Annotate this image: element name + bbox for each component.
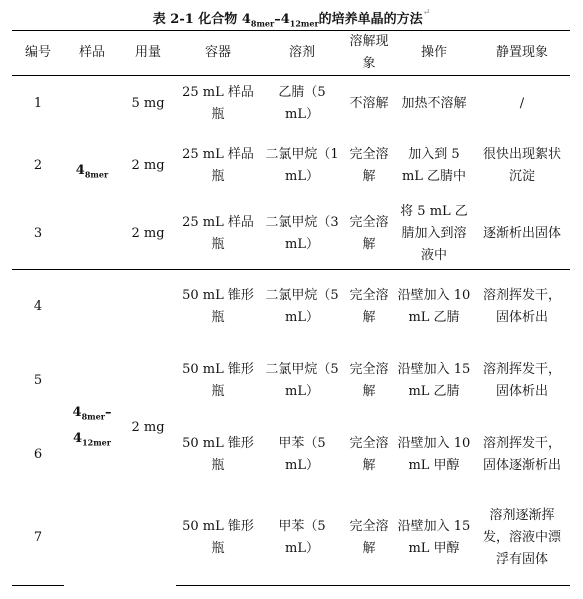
solvent-cell: 二氯甲烷（3 mL） xyxy=(265,215,339,253)
operation-cell: 沿壁加入 15 mL 甲醇 xyxy=(394,492,474,586)
solvent-cell: 甲苯（5 mL） xyxy=(260,492,344,586)
amount-cell: 5 mg xyxy=(131,95,165,111)
header-cell: 操作 xyxy=(394,31,474,76)
dissolve-cell: 完全溶解 xyxy=(349,361,389,399)
row-number: 2 xyxy=(33,157,43,173)
dissolve-cell: 完全溶解 xyxy=(349,146,389,184)
container-cell: 50 mL 锥形瓶 xyxy=(182,361,254,399)
observe-cell: / xyxy=(519,95,525,111)
container-cell: 50 mL 锥形瓶 xyxy=(182,435,254,473)
sample-cell: $4_{8mer}-$ $4_{12mer}$ xyxy=(64,270,120,586)
row-number: 1 xyxy=(33,95,43,111)
observe-cell: 溶剂挥发干，固体逐渐析出 xyxy=(482,435,561,473)
solvent-cell: 二氯甲烷（1 mL） xyxy=(265,146,339,184)
container-cell: 50 mL 锥形瓶 xyxy=(176,492,260,586)
row-number: 7 xyxy=(12,492,64,586)
row-number: 5 xyxy=(33,372,43,388)
amount-cell: 2 mg xyxy=(131,157,165,173)
observe-cell: 溶剂挥发干，固体析出 xyxy=(482,361,561,399)
header-cell: 溶解现象 xyxy=(344,31,394,76)
container-cell: 25 mL 样品瓶 xyxy=(182,146,254,184)
caption-sub-2: 12mer xyxy=(289,18,319,29)
dissolve-cell: 完全溶解 xyxy=(344,492,394,586)
header-cell: 用量 xyxy=(120,31,176,76)
paragraph-mark-icon: ↵ xyxy=(422,8,431,18)
operation-cell: 沿壁加入 10 mL 甲醇 xyxy=(397,435,471,473)
crystal-growth-table xyxy=(12,30,570,586)
observe-cell: 很快出现絮状沉淀 xyxy=(482,146,561,184)
caption-post: 的培养单晶的方法 xyxy=(318,12,423,27)
operation-cell: 沿壁加入 15 mL 乙腈 xyxy=(397,361,471,399)
dissolve-cell: 完全溶解 xyxy=(344,270,394,344)
operation-cell: 沿壁加入 10 mL 乙腈 xyxy=(394,270,474,344)
amount-cell: 2 mg xyxy=(131,226,165,242)
solvent-cell: 甲苯（5 mL） xyxy=(278,435,326,473)
table-row xyxy=(12,76,570,132)
caption-pre: 化合物 4 xyxy=(198,12,251,27)
dissolve-cell: 不溶解 xyxy=(349,95,389,111)
observe-cell: 溶剂逐渐挥发，溶液中漂浮有固体 xyxy=(474,492,570,586)
header-cell: 静置现象 xyxy=(474,31,570,76)
solvent-cell: 二氯甲烷（5 mL） xyxy=(265,361,339,399)
observe-cell: 溶剂挥发干，固体析出 xyxy=(474,270,570,344)
operation-cell: 加入到 5 mL 乙腈中 xyxy=(401,146,467,184)
container-cell: 50 mL 锥形瓶 xyxy=(176,270,260,344)
operation-cell: 将 5 mL 乙腈加入到溶液中 xyxy=(400,204,468,264)
dissolve-cell: 完全溶解 xyxy=(349,435,389,473)
row-number: 6 xyxy=(33,446,43,462)
container-cell: 25 mL 样品瓶 xyxy=(182,84,254,122)
container-cell: 25 mL 样品瓶 xyxy=(182,215,254,253)
row-number: 4 xyxy=(12,270,64,344)
header-cell: 编号 xyxy=(12,31,64,76)
header-cell: 容器 xyxy=(176,31,260,76)
table-row xyxy=(12,270,570,344)
header-cell: 溶剂 xyxy=(260,31,344,76)
row-number: 3 xyxy=(33,226,43,242)
solvent-cell: 二氯甲烷（5 mL） xyxy=(260,270,344,344)
header-cell: 样品 xyxy=(64,31,120,76)
table-caption xyxy=(0,8,583,29)
caption-sub-1: 8mer xyxy=(250,18,275,29)
observe-cell: 逐渐析出固体 xyxy=(482,226,561,242)
sample-cell: $4_{8mer}$ xyxy=(75,162,109,180)
solvent-cell: 乙腈（5 mL） xyxy=(278,84,326,122)
amount-cell: 2 mg xyxy=(120,270,176,586)
caption-dash: –4 xyxy=(274,12,290,27)
operation-cell: 加热不溶解 xyxy=(401,95,467,111)
header-row xyxy=(12,31,570,76)
caption-label: 表 2-1 xyxy=(152,12,194,27)
dissolve-cell: 完全溶解 xyxy=(349,215,389,253)
